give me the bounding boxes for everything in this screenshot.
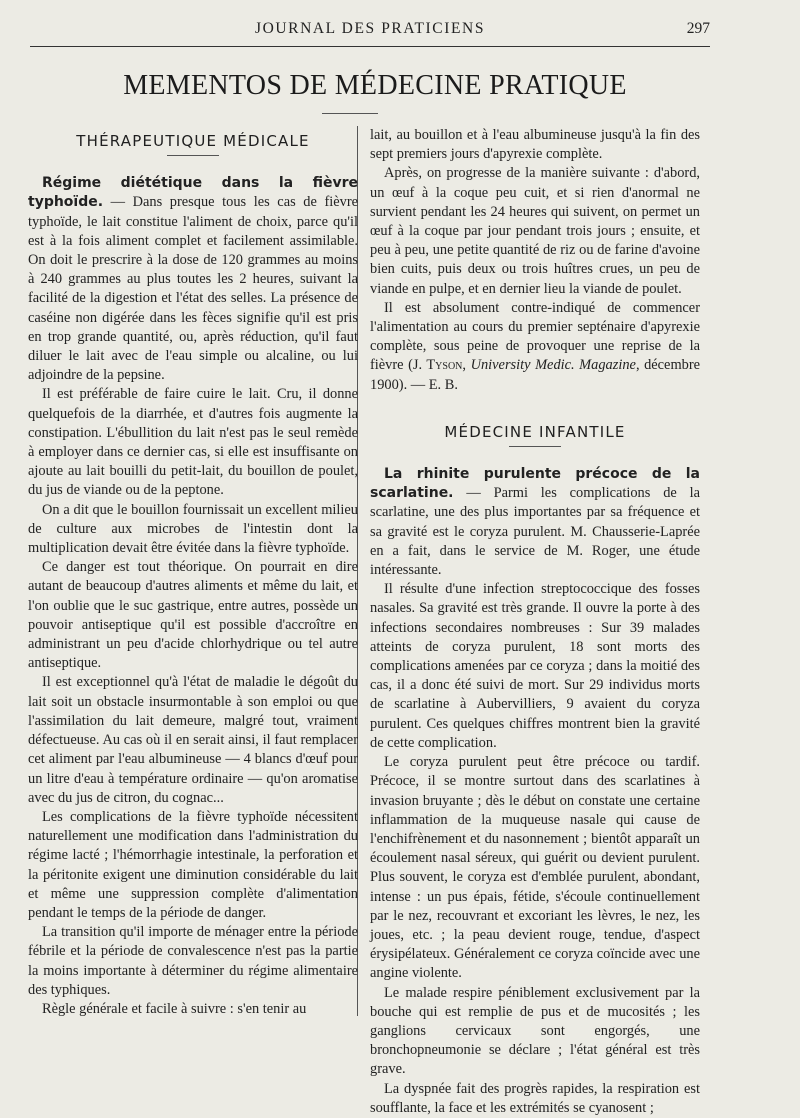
paragraph: Il est préférable de faire cuire le lait. Cru, il donne quelquefois de la diarrhée, et d'autres fois augmente la constipation. L'ébullition du lait n'est pas le seul remède à employer dans ce dernier cas, si elle est insuffisante on ajoute au lait bouilli du petit-lait, du bouillon de poulet, du jus de viande ou de la peptone. [28,386,358,499]
citation-date-signature: , décembre 1900). — E. B. [370,357,701,393]
paragraph: Il est exceptionnel qu'à l'état de maladie le dégoût du lait soit un obstacle insurmontable à son emploi ou que l'assimilation du lait demeure, malgré tout, vraiment défectueuse. Au cas où il en serait ainsi, il faut remplacer cet aliment par l'eau albumineuse — 4 blancs d'œuf pour un litre d'eau à température ordinaire — qu'on aromatise avec du jus de citron, du cognac... [28,674,358,806]
article-title: Régime diététique dans la fièvre typhoïde. [28,175,358,211]
journal-title: JOURNAL DES PRATICIENS [254,20,486,37]
paragraph: La transition qu'il importe de ménager entre la période fébrile et la période de convalescence n'est pas la partie la moins importante à déterminer du régime alimentaire des typhiques. [28,924,358,998]
title-rule [322,113,378,114]
paragraph: La dyspnée fait des progrès rapides, la respiration est soufflante, la face et les extrémités se cyanosent ; [370,1080,700,1116]
citation-author: J. Tyson [412,357,463,374]
paragraph-text: Parmi les complications de la scarlatine, une des plus importantes par sa fréquence et sa gravité est le coryza purulent. M. Chausserie-Laprée en a fait, dans le service de M. Roger, une étude intéressante. [370,485,701,579]
section-rule [167,155,219,156]
paragraph-text: Dans presque tous les cas de fièvre typhoïde, le lait constitue l'aliment de choix, parce qu'il est à la fois aliment complet et facilement assimilable. On doit le prescrire à la dose de 120 grammes au moins à 240 grammes au plus toutes les 2 heures, suivant la facilité de la digestion et l'état des selles. La présence de caséine non digérée dans les fèces signifie qu'il est pris en trop grande quantité, ou, après réduction, qu'il faut diluer le lait avec de l'eau simple ou alcaline, ou lui adjoindre de la pepsine. [28,194,358,384]
paragraph [370,465,700,580]
section-heading-therapeutique: THÉRAPEUTIQUE MÉDICALE [76,132,310,150]
main-title: MEMENTOS DE MÉDECINE PRATIQUE [123,70,627,101]
section-rule [509,446,561,447]
paragraph [370,299,700,395]
paragraph: Le malade respire péniblement exclusivement par la bouche qui est remplie de pus et de mucosités ; les ganglions cervicaux sont engorgés, une bronchopneumonie se déclare ; l'état général est très grave. [370,984,700,1078]
paragraph: Après, on progresse de la manière suivante : d'abord, un œuf à la coque peu cuit, et si rien d'anormal ne survient pendant les 24 heures qui suivent, on permet un œuf à la coque par jour pendant trois jours ; ensuite, et peu à peu, une petite quantité de riz ou de farine d'avoine bien cuits, puis deux ou trois huîtres crues, un peu de viande en pulpe, et en dernier lieu la viande de poulet. [370,165,700,297]
paragraph: lait, au bouillon et à l'eau albumineuse jusqu'à la fin des sept premiers jours d'apyrexie complète. [370,127,700,163]
left-column [28,126,358,1019]
paragraph [28,174,358,385]
article-title: La rhinite purulente précoce de la scarlatine. [370,466,700,502]
paragraph-text: Il est absolument contre-indiqué de commencer l'alimentation au cours du premier septénaire d'apyrexie complète, sous peine de provoquer une reprise de la fièvre ( [370,299,700,374]
article-dash: — [103,194,133,211]
paragraph: Le coryza purulent peut être précoce ou tardif. Précoce, il se montre surtout dans des scarlatines à invasion bruyante ; dès le début on constate une certaine inflammation de la muqueuse nasale qui cause de l'enchifrènement et du nasonnement ; bientôt apparaît un écoulement nasal séreux, qui guérit ou devient purulent. Plus souvent, le coryza est d'emblée purulent, abondant, intense : un pus épais, fétide, s'écoule continuellement par le nez, recouvrant et excoriant les lèvres, le nez, les joues, etc. ; la peau devient rouge, tendue, d'aspect érysipélateux. Généralement ce coryza coïncide avec une angine violente. [370,754,700,982]
paragraph: Il résulte d'une infection streptococcique des fosses nasales. Sa gravité est très grande. Il ouvre la porte à des infections secondaires nombreuses : Sur 39 malades atteints de coryza purulent, 18 sont morts des complications amenées par ce coryza ; dans la moitié des cas, il a donc été suivi de mort. Sur 29 individus morts de scarlatine à Aubervilliers, 9 avaient du coryza purulent. Ces quelques chiffres montrent bien la gravité de cette complication. [370,581,700,751]
citation-journal: University Medic. Magazine [470,357,636,374]
right-column [370,126,700,1118]
paragraph: On a dit que le bouillon fournissait un excellent milieu de culture aux microbes de l'intestin dont la multiplication devait être évitée dans la fièvre typhoïde. [28,501,358,557]
paragraph: Ce danger est tout théorique. On pourrait en dire autant de beaucoup d'autres aliments et même du lait, et l'on oublie que le suc gastrique, entre autres, possède un pouvoir antiseptique qu'il est possible d'accroître en administrant un peu d'acide chlorhydrique ou tel autre antiseptique. [28,559,358,672]
section-heading-medecine-infantile: MÉDECINE INFANTILE [444,422,626,441]
page-number: 297 [686,20,710,37]
paragraph: Les complications de la fièvre typhoïde nécessitent naturellement une modification dans l'administration du régime lacté ; l'hémorrhagie intestinale, la perforation et la péritonite exigent une diminution considérable du lait et même une suppression complète d'alimentation pendant le temps de la période de danger. [28,808,358,921]
citation-separator: , [462,357,471,374]
article-dash: — [453,485,494,502]
running-header [30,18,710,47]
paragraph: Règle générale et facile à suivre : s'en tenir au [42,1000,307,1017]
